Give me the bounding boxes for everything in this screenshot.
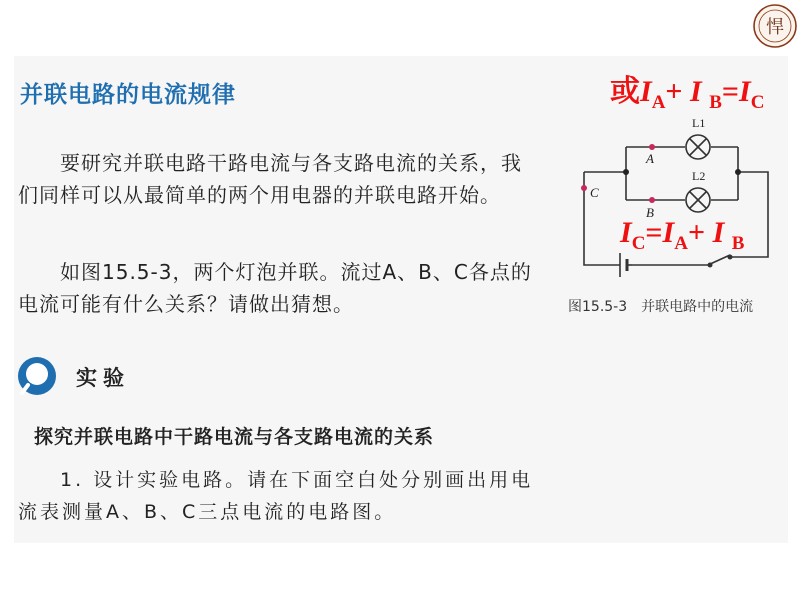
paragraph-1 [18,147,538,211]
point-c-dot [581,185,587,191]
switch-contact [708,263,713,268]
lamp-2-label: L2 [692,169,706,183]
formula-1: 或$I_A+ I$ $_B=I_C$ [610,75,765,113]
paragraph-2 [18,256,538,320]
experiment-label: 实验 [76,366,130,390]
lamp-1-label: L1 [692,116,706,130]
experiment-icon [16,355,58,397]
point-b-dot [649,197,655,203]
experiment-subtitle: 探究并联电路中干路电流与各支路电流的关系 [34,426,435,448]
switch-contact [728,255,733,260]
formula-1-prefix: 或 [610,75,640,108]
section-title: 并联电路的电流规律 [20,82,236,108]
seal-stamp-icon [752,3,798,49]
figure-caption: 图15.5-3 并联电路中的电流 [568,299,754,315]
point-a-label: A [646,151,654,166]
point-a-dot [649,144,655,150]
step-1-text: 1. 设计实验电路。请在下面空白处分别画出用电流表测量A、B、C三点电流的电路图。 [18,469,534,523]
paragraph-2-text: 如图15.5-3，两个灯泡并联。流过A、B、C各点的电流可能有什么关系？请做出猜想。 [18,260,532,316]
point-b-label: B [646,205,654,220]
formula-2: $I_C=I_A+ I$ $_B$ [620,216,745,254]
svg-text:悍: 悍 [766,17,784,38]
step-1 [18,464,538,528]
paragraph-1-text: 要研究并联电路干路电流与各支路电流的关系，我们同样可以从最简单的两个用电器的并联电路开始。 [18,151,522,207]
point-c-label: C [590,185,599,200]
